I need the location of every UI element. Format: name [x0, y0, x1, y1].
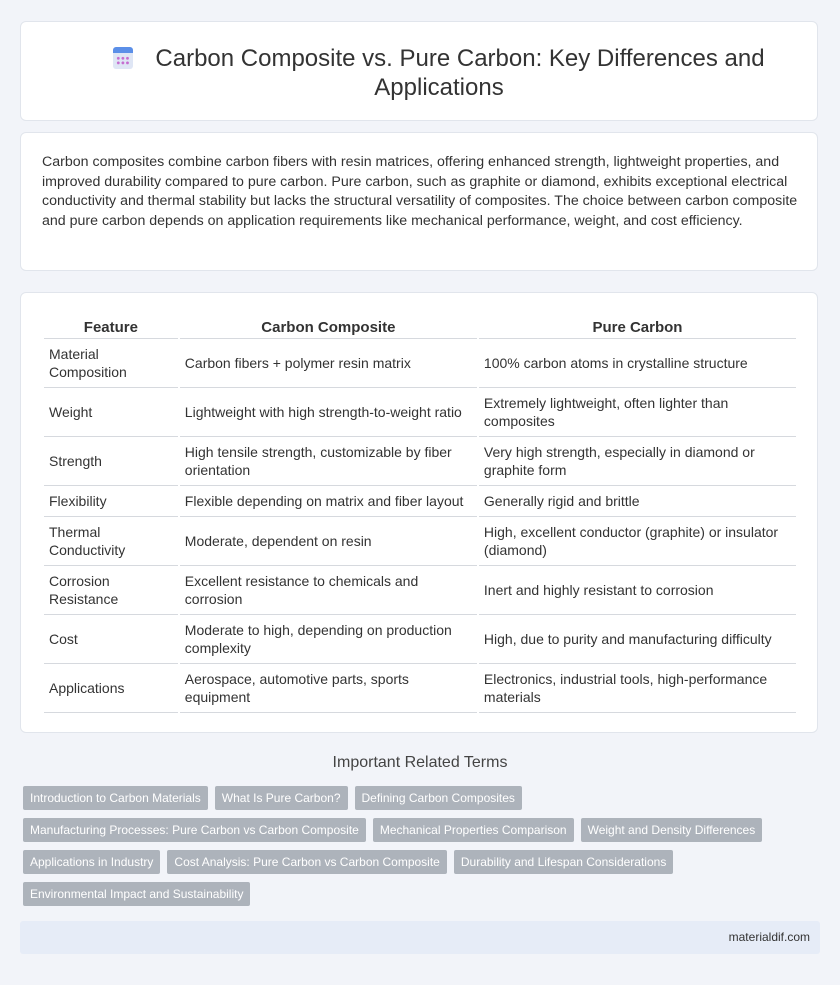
row-feature: Material Composition — [44, 339, 178, 388]
table-row — [44, 388, 796, 437]
related-term-tag[interactable]: Manufacturing Processes: Pure Carbon vs Carbon Composite — [23, 818, 366, 842]
related-term-tag[interactable]: Mechanical Properties Comparison — [373, 818, 574, 842]
related-term-tag[interactable]: Introduction to Carbon Materials — [23, 786, 208, 810]
intro-paragraph: Carbon composites combine carbon fibers with resin matrices, offering enhanced strength, lightweight properties, and improved durability compared to pure carbon. Pure carbon, such as graphite or diamond, exhibits exceptional electrical conductivity and thermal stability but lacks the structural versatility of composites. The choice between carbon composite and pure carbon depends on application requirements like mechanical performance, weight, and cost efficiency. — [42, 154, 798, 229]
related-term-tag[interactable]: Applications in Industry — [23, 850, 160, 874]
table-row — [44, 339, 796, 388]
row-pure-value: Electronics, industrial tools, high-performance materials — [479, 664, 796, 713]
comparison-table — [42, 314, 798, 713]
row-composite-value: High tensile strength, customizable by fiber orientation — [180, 437, 477, 486]
table-row — [44, 664, 796, 713]
calendar-icon — [113, 47, 133, 69]
row-pure-value: High, excellent conductor (graphite) or insulator (diamond) — [479, 517, 796, 566]
header-pure-carbon: Pure Carbon — [479, 314, 796, 339]
row-feature: Strength — [44, 437, 178, 486]
footer-bar — [20, 921, 820, 954]
row-feature: Weight — [44, 388, 178, 437]
header-feature: Feature — [44, 314, 178, 339]
related-term-tag[interactable]: Cost Analysis: Pure Carbon vs Carbon Composite — [167, 850, 446, 874]
related-terms-title: Important Related Terms — [332, 754, 508, 771]
row-feature: Thermal Conductivity — [44, 517, 178, 566]
row-pure-value: Inert and highly resistant to corrosion — [479, 566, 796, 615]
table-header-row — [44, 314, 796, 339]
related-term-tag[interactable]: Defining Carbon Composites — [355, 786, 522, 810]
row-composite-value: Lightweight with high strength-to-weight ratio — [180, 388, 477, 437]
row-composite-value: Carbon fibers + polymer resin matrix — [180, 339, 477, 388]
related-term-tag[interactable]: Environmental Impact and Sustainability — [23, 882, 250, 906]
row-pure-value: Extremely lightweight, often lighter than composites — [479, 388, 796, 437]
row-feature: Corrosion Resistance — [44, 566, 178, 615]
table-row — [44, 517, 796, 566]
row-composite-value: Moderate to high, depending on production complexity — [180, 615, 477, 664]
related-term-tag[interactable]: Durability and Lifespan Considerations — [454, 850, 673, 874]
table-row — [44, 615, 796, 664]
header-carbon-composite: Carbon Composite — [180, 314, 477, 339]
row-feature: Flexibility — [44, 486, 178, 517]
row-composite-value: Flexible depending on matrix and fiber layout — [180, 486, 477, 517]
row-composite-value: Moderate, dependent on resin — [180, 517, 477, 566]
table-row — [44, 566, 796, 615]
footer-site-link[interactable]: materialdif.com — [728, 930, 810, 944]
row-feature: Cost — [44, 615, 178, 664]
row-pure-value: Generally rigid and brittle — [479, 486, 796, 517]
row-pure-value: 100% carbon atoms in crystalline structure — [479, 339, 796, 388]
header-card — [20, 21, 818, 121]
table-row — [44, 437, 796, 486]
row-pure-value: Very high strength, especially in diamond or graphite form — [479, 437, 796, 486]
related-term-tag[interactable]: Weight and Density Differences — [581, 818, 763, 842]
row-feature: Applications — [44, 664, 178, 713]
related-term-tag[interactable]: What Is Pure Carbon? — [215, 786, 348, 810]
intro-card — [20, 132, 818, 271]
row-pure-value: High, due to purity and manufacturing difficulty — [479, 615, 796, 664]
page-title: Carbon Composite vs. Pure Carbon: Key Differences and Applications — [155, 45, 765, 101]
table-row — [44, 486, 796, 517]
comparison-table-card — [20, 292, 818, 733]
related-terms-tags — [23, 786, 803, 906]
row-composite-value: Aerospace, automotive parts, sports equipment — [180, 664, 477, 713]
page-title-wrap — [91, 44, 787, 102]
row-composite-value: Excellent resistance to chemicals and corrosion — [180, 566, 477, 615]
